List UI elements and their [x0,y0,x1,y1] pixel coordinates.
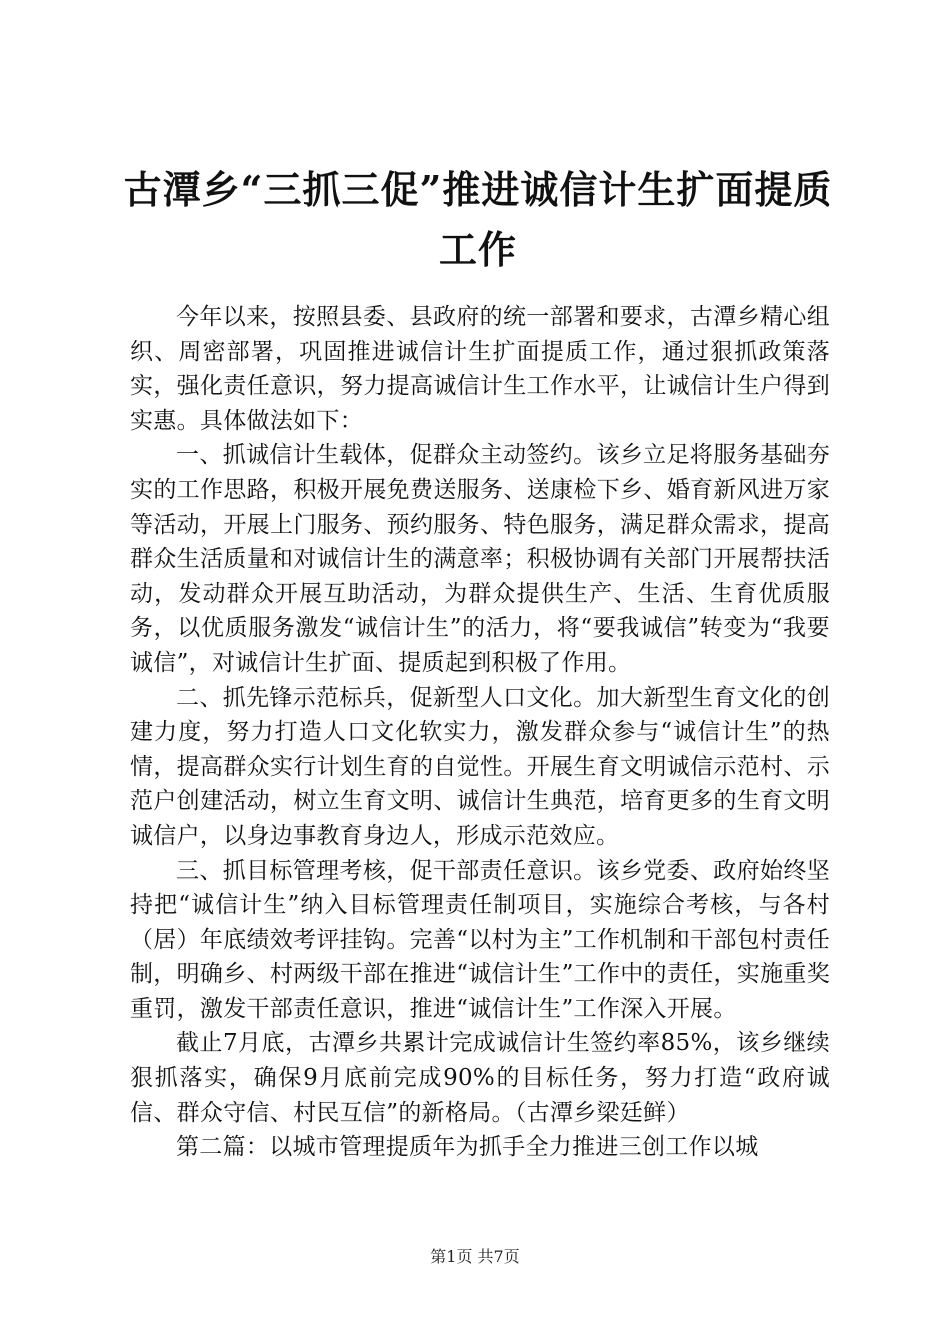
paragraph-section-2: 二、抓先锋示范标兵，促新型人口文化。加大新型生育文化的创建力度，努力打造人口文化软实力，激发群众参与“诚信计生”的热情，提高群众实行计划生育的自觉性。开展生育文明诚信示范村、示范户创建活动，树立生育文明、诚信计生典范，培育更多的生育文明诚信户，以身边事教育身边人，形成示范效应。 [130,684,830,849]
paragraph-next-article: 第二篇：以城市管理提质年为抓手全力推进三创工作以城 [176,1134,759,1161]
paragraph-summary: 截止7月底，古潭乡共累计完成诚信计生签约率85%，该乡继续狠抓落实，确保9月底前完成90%的目标任务，努力打造“政府诚信、群众守信、村民互信”的新格局。（古潭乡梁廷鲜） [130,1030,830,1126]
document-title: 古潭乡“三抓三促”推进诚信计生扩面提质工作 [123,167,833,272]
page-footer: 第1页 共7页 [430,1247,520,1266]
paragraph-section-3: 三、抓目标管理考核，促干部责任意识。该乡党委、政府始终坚持把“诚信计生”纳入目标管理责任制项目，实施综合考核，与各村（居）年底绩效考评挂钩。完善“以村为主”工作机制和干部包村责任制，明确乡、村两级干部在推进“诚信计生”工作中的责任，实施重奖重罚，激发干部责任意识，推进“诚信计生”工作深入开展。 [130,857,830,1022]
paragraph-section-1: 一、抓诚信计生载体，促群众主动签约。该乡立足将服务基础夯实的工作思路，积极开展免费送服务、送康检下乡、婚育新风进万家等活动，开展上门服务、预约服务、特色服务，满足群众需求，提高群众生活质量和对诚信计生的满意率；积极协调有关部门开展帮扶活动，发动群众开展互助活动，为群众提供生产、生活、生育优质服务，以优质服务激发“诚信计生”的活力，将“要我诚信”转变为“我要诚信”，对诚信计生扩面、提质起到积极了作用。 [130,442,830,676]
document-body [130,300,830,1165]
paragraph-intro: 今年以来，按照县委、县政府的统一部署和要求，古潭乡精心组织、周密部署，巩固推进诚信计生扩面提质工作，通过狠抓政策落实，强化责任意识，努力提高诚信计生工作水平，让诚信计生户得到实惠。具体做法如下： [130,304,830,434]
